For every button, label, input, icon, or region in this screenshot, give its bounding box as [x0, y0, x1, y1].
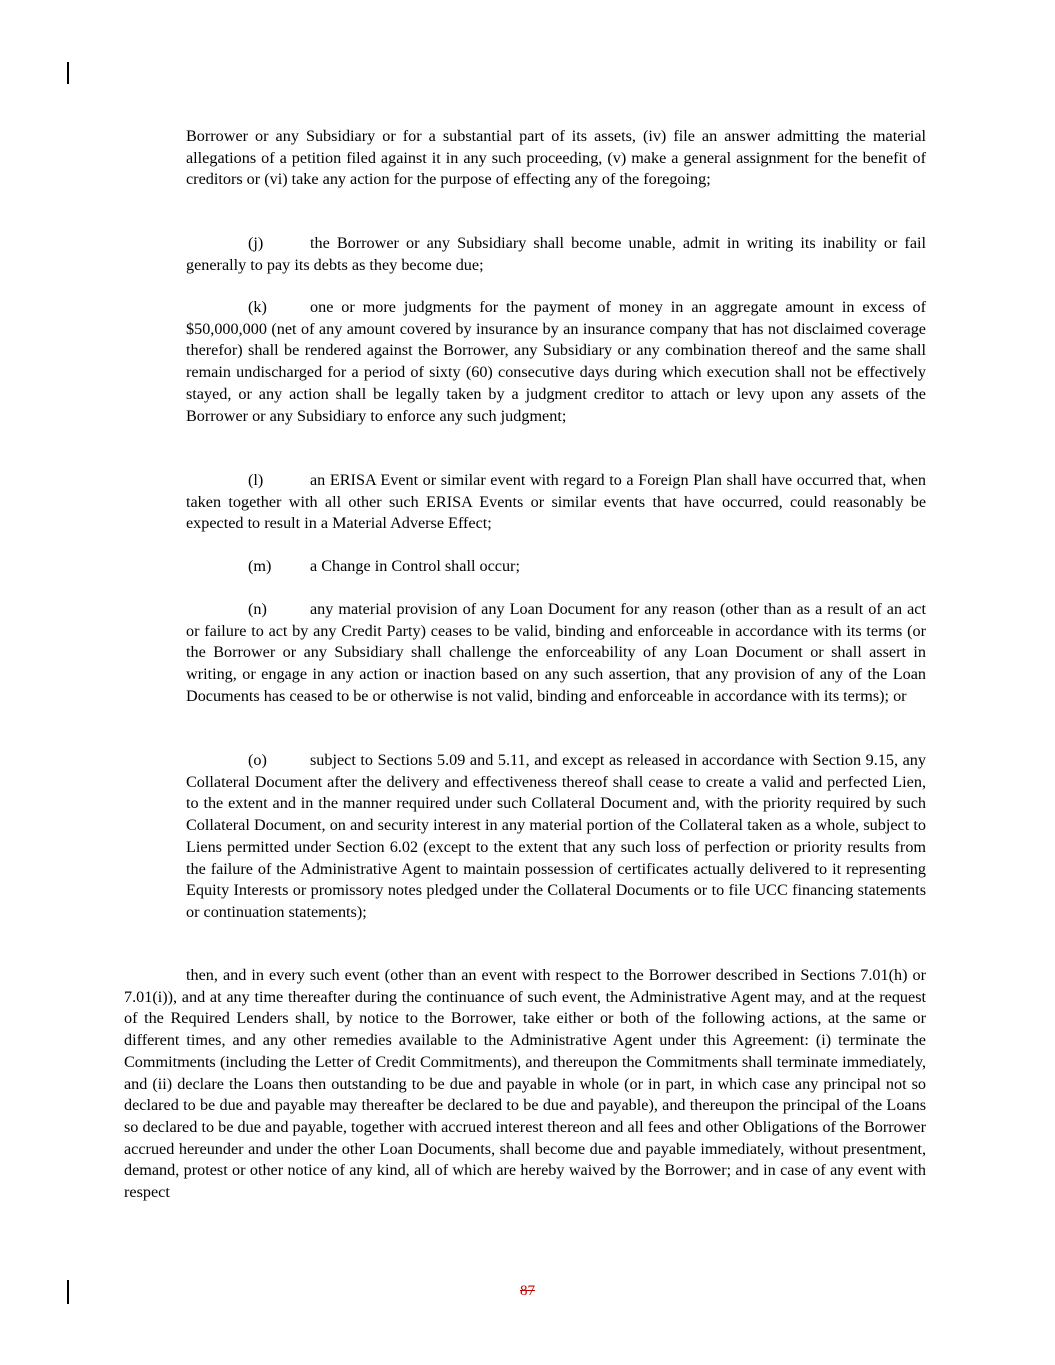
continuation-paragraph: Borrower or any Subsidiary or for a substantial part of its assets, (iv) file an answer admitting the material allegations of a petition filed against it in any such proceeding, (v) make a general assignment for the benefit of creditors or (vi) take any action for the purpose of effecting any of the foregoing;	[186, 127, 926, 189]
remedies-paragraph: then, and in every such event (other than an event with respect to the Borrower described in Sections 7.01(h) or 7.01(i)), and at any time thereafter during the continuance of such event, the Administrative Agent may, and at the request of the Required Lenders shall, by notice to the Borrower, take either or both of the following actions, at the same or different times, and any other remedies available to the Administrative Agent under this Agreement: (i) terminate the Commitments (including the Letter of Credit Commitments), and thereupon the Commitments shall terminate immediately, and (ii) declare the Loans then outstanding to be due and payable in whole (or in part, in which case any principal not so declared to be due and payable may thereafter be declared to be due and payable), and thereupon the principal of the Loans so declared to be due and payable, together with accrued interest thereon and all fees and other Obligations of the Borrower accrued hereunder and under the other Loan Documents, shall become due and payable immediately, without presentment, demand, protest or other notice of any kind, all of which are hereby waived by the Borrower; and in case of any event with respect	[124, 966, 926, 1202]
clause-n	[186, 599, 926, 708]
clause-l-text: an ERISA Event or similar event with regard to a Foreign Plan shall have occurred that, when taken together with all other such ERISA Events or similar events that have occurred, could reasonably be expected to result in a Material Adverse Effect;	[186, 471, 926, 533]
clause-k-label: (k)	[248, 298, 267, 316]
clause-n-label: (n)	[248, 600, 267, 618]
clause-o-text: subject to Sections 5.09 and 5.11, and except as released in accordance with Section 9.15, any Collateral Document after the delivery and effectiveness thereof shall cease to create a valid and perfected Lien, to the extent and in the manner required under such Collateral Document and, with the priority required by such Collateral Document, on and security interest in any material portion of the Collateral taken as a whole, subject to Liens permitted under Section 6.02 (except to the extent that any such loss of perfection or priority results from the failure of the Administrative Agent to maintain possession of certificates actually delivered to it representing Equity Interests or promissory notes pledged under the Collateral Documents or to file UCC financing statements or continuation statements);	[186, 751, 926, 921]
clause-m-text: a Change in Control shall occur;	[310, 557, 520, 575]
clause-o-label: (o)	[248, 751, 267, 769]
page-number: 87	[520, 1283, 535, 1299]
clause-j	[186, 233, 926, 276]
clause-k	[186, 297, 926, 427]
change-bar-top	[67, 62, 69, 84]
clause-k-text: one or more judgments for the payment of money in an aggregate amount in excess of $50,000,000 (net of any amount covered by insurance by an insurance company that has not disclaimed coverage therefor) shall be rendered against the Borrower, any Subsidiary or any combination thereof and the same shall remain undischarged for a period of sixty (60) consecutive days during which execution shall not be effectively stayed, or any action shall be legally taken by a judgment creditor to attach or levy upon any assets of the Borrower or any Subsidiary to enforce any such judgment;	[186, 298, 926, 425]
clause-n-text: any material provision of any Loan Document for any reason (other than as a result of an act or failure to act by any Credit Party) ceases to be valid, binding and enforceable in accordance with its terms (or the Borrower or any Subsidiary shall challenge the enforceability of any Loan Document or shall assert in writing, or engage in any action or inaction based on any such assertion, that any provision of any of the Loan Documents has ceased to be or otherwise is not valid, binding and enforceable in accordance with its terms); or	[186, 600, 926, 705]
clause-m-label: (m)	[248, 557, 272, 575]
clause-l-label: (l)	[248, 471, 264, 489]
clause-l	[186, 470, 926, 535]
clause-m	[186, 556, 926, 578]
clause-j-text: the Borrower or any Subsidiary shall become unable, admit in writing its inability or fail generally to pay its debts as they become due;	[186, 234, 926, 274]
clause-o	[186, 750, 926, 924]
clause-j-label: (j)	[248, 234, 264, 252]
